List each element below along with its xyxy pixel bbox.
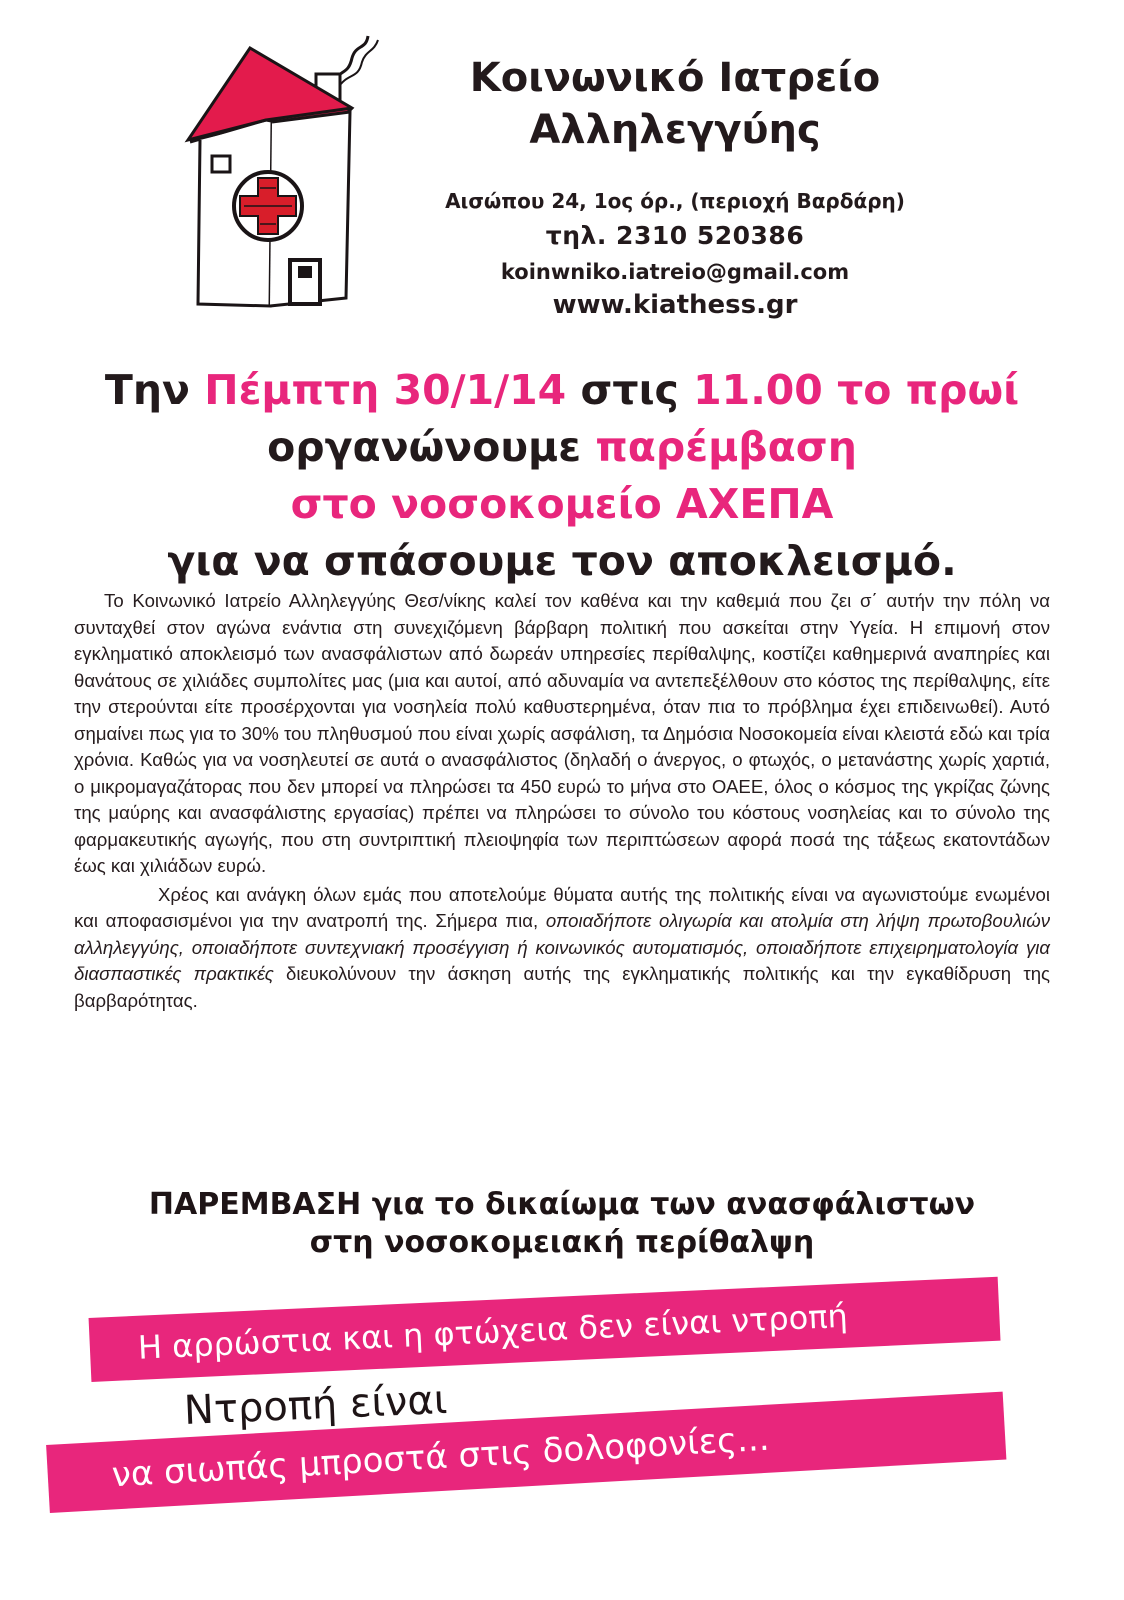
event-headline (20, 362, 1104, 590)
headline-text: Την (104, 366, 205, 414)
organization-name-line2: Αλληλεγγύης (529, 107, 821, 153)
paragraph-text: Χρέος και ανάγκη όλων εμάς που αποτελούμε θύματα αυτής της πολιτικής είναι να αγωνιστούμε ενωμένοι και αποφασισμένοι για την ανατροπή της. Σήμερα πια, (74, 883, 1050, 931)
shame-text: Ντροπή είναι (183, 1376, 449, 1434)
email-address: koinwniko.iatreio@gmail.com (500, 260, 850, 284)
slogan-line1: ΠΑΡΕΜΒΑΣΗ για το δικαίωμα των ανασφάλιστων (148, 1187, 976, 1222)
contact-block (420, 186, 930, 322)
event-time: 11.00 το πρωί (693, 366, 1020, 414)
body-text (74, 588, 1050, 1014)
headline-text: οργανώνουμε (267, 423, 596, 471)
address: Αισώπου 24, 1ος όρ., (περιοχή Βαρδάρη) (445, 189, 905, 213)
body-paragraph: Το Κοινωνικό Ιατρείο Αλληλεγγύης Θεσ/νίκης καλεί τον καθένα και την καθεμιά που ζει σ΄ αυτήν την πόλη να συνταχθεί στον αγώνα ενάντια στη συνεχιζόμενη βάρβαρη πολιτική που ασκείται στην Υγεία. Η επιμονή στον εγκληματικό αποκλεισμό των ανασφάλιστων από δωρεάν υπηρεσίες περίθαλψης, κοστίζει καθημερινά αναπηρίες και θανάτους σε χιλιάδες συμπολίτες μας (μια και αυτοί, από αδυναμία να αντεπεξέλθουν στο κόστος της περίθαλψης, είτε την στερούνται είτε προσέρχονται για νοσηλεία πολύ καθυστερημένα, όταν πια το πρόβλημα έχει επιδεινωθεί). Αυτό σημαίνει πως για το 30% του πληθυσμού που είναι χωρίς ασφάλιση, τα Δημόσια Νοσοκομεία είναι κλειστά εδώ και τρία χρόνια. Καθώς για να νοσηλευτεί σε αυτά ο ανασφάλιστος (δηλαδή ο άνεργος, ο φτωχός, ο μετανάστης χωρίς χαρτιά, ο μικρομαγαζάτορας που δεν μπορεί να πληρώσει τα 450 ευρώ το μήνα στο ΟΑΕΕ, όλος ο κόσμος της γκρίζας ζώνης της μαύρης και ανασφάλιστης εργασίας) πρέπει να πληρώσει το σύνολο του κόστους νοσηλείας και το σύνολο της φαρμακευτικής αγωγής, που στη συντριπτική πλειοψηφία των περιπτώσεων αφορά ποσά της τάξεως εκατοντάδων έως και χιλιάδων ευρώ. (74, 590, 1050, 876)
event-date: Πέμπτη 30/1/14 (204, 366, 567, 414)
headline-text: στις (566, 366, 694, 414)
headline-line3: στο νοσοκομείο ΑΧΕΠΑ (290, 480, 834, 528)
door-window (298, 266, 312, 278)
paragraph-text: διευκολύνουν την άσκηση αυτής της εγκληματικής πολιτικής και την εγκαθίδρυση της βαρβαρότητας. (74, 963, 1050, 1011)
window (212, 156, 230, 172)
slogan-line2: στη νοσοκομειακή περίθαλψη (309, 1225, 815, 1260)
house-with-red-cross-icon (180, 28, 430, 328)
organization-name (440, 52, 910, 156)
headline-line4: για να σπάσουμε τον αποκλεισμό. (167, 537, 957, 585)
website-link: www.kiathess.gr (552, 290, 798, 320)
headline-highlight: παρέμβαση (595, 423, 857, 471)
body-paragraph (74, 882, 1050, 1015)
paragraph-emphasis: οποιαδήποτε ολιγωρία και ατολμία στη λήψη πρωτοβουλιών αλληλεγγύης, οποιαδήποτε συντεχνιακή προσέγγιση ή κοινωνικός αυτοματισμός, οποιαδήποτε επιχειρηματολογία για διασπαστικές πρακτικές (74, 910, 1051, 984)
headline-line2 (20, 419, 1104, 476)
headline-line1 (20, 362, 1104, 419)
slogan (40, 1186, 1084, 1262)
pink-banner-bottom: να σιωπάς μπροστά στις δολοφονίες... (46, 1392, 1006, 1513)
pink-banner-top: Η αρρώστια και η φτώχεια δεν είναι ντροπή (89, 1277, 1001, 1382)
organization-name-line1: Κοινωνικό Ιατρείο (469, 55, 881, 101)
phone-number: τηλ. 2310 520386 (545, 221, 805, 250)
